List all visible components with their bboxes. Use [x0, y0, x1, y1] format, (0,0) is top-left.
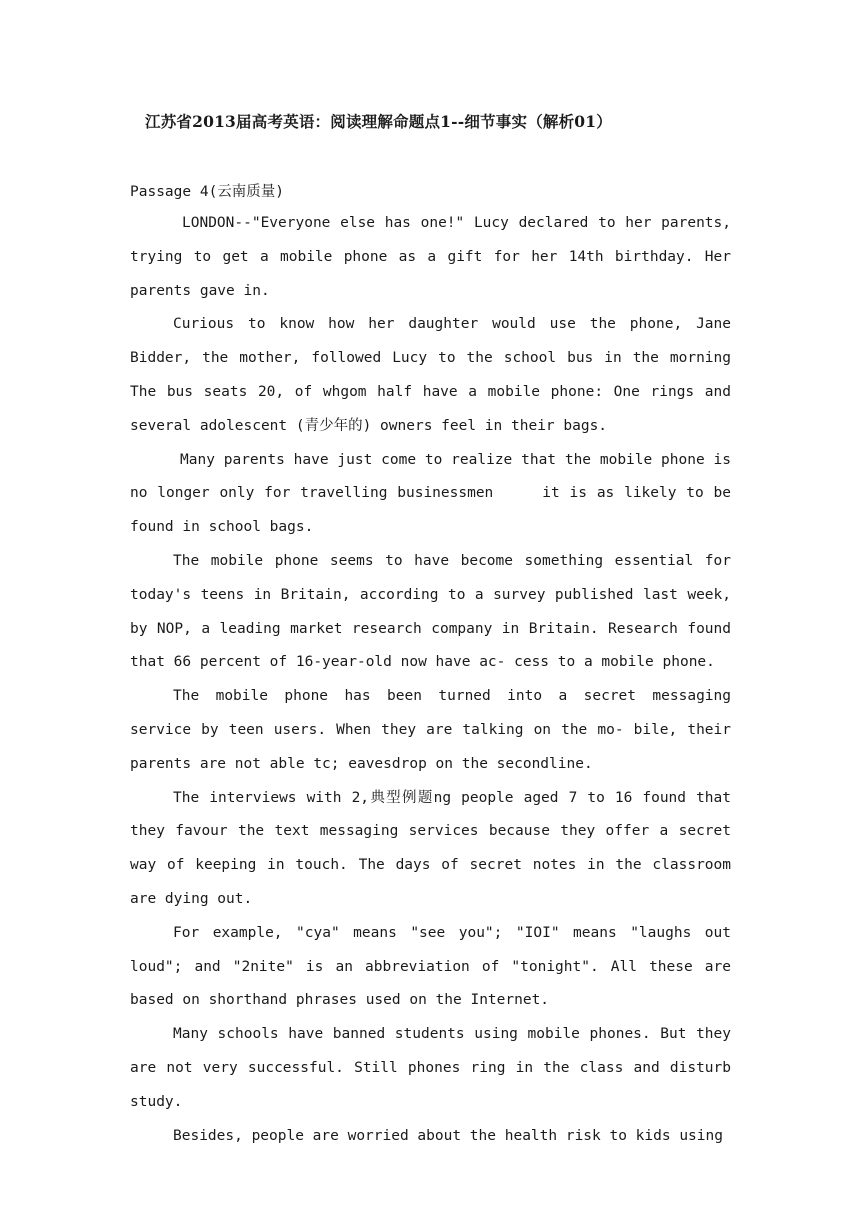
- passage-heading: Passage 4(云南质量): [130, 184, 285, 200]
- paragraph-3: Many parents have just come to realize that the mobile phone is no longer only for travelling businessmen it is as likely to be found in school bags.: [130, 451, 740, 536]
- paragraph-6: The interviews with 2,典型例题ng people aged 7 to 16 found that they favour the text messaging services because they offer a secret way of keeping in touch. The days of secret notes in the classroom are dying out.: [130, 789, 731, 907]
- paragraph-2: Curious to know how her daughter would use the phone, Jane Bidder, the mother, followed Lucy to the school bus in the morning The bus seats 20, of whgom half have a mobile phone: One rings and several adolescent (青少年的) owners feel in their bags.: [130, 316, 731, 434]
- paragraph-4: The mobile phone seems to have become something essential for today's teens in Britain, according to a survey published last week, by NOP, a leading market research company in Britain. Research found that 66 percent of 16-year-old now have ac- cess to a mobile phone.: [130, 552, 731, 671]
- paragraph-9: Besides, people are worried about the health risk to kids using: [173, 1127, 723, 1144]
- passage-body: [130, 207, 740, 1153]
- paragraph-1: LONDON--"Everyone else has one!" Lucy declared to her parents, trying to get a mobile phone as a gift for her 14th birthday. Her parents gave in.: [130, 215, 731, 299]
- paragraph-5: The mobile phone has been turned into a secret messaging service by teen users. When they are talking on the mo- bile, their parents are not able tc; eavesdrop on the secondline.: [130, 688, 731, 772]
- paragraph-8: Many schools have banned students using mobile phones. But they are not very successful. Still phones ring in the class and disturb study.: [130, 1026, 731, 1110]
- paragraph-7: For example, "cya" means "see you"; "IOI" means "laughs out loud"; and "2nite" is an abbreviation of "tonight". All these are based on shorthand phrases used on the Internet.: [130, 924, 731, 1009]
- document-title: 江苏省2013届高考英语：阅读理解命题点1--细节事实（解析01）: [145, 112, 612, 131]
